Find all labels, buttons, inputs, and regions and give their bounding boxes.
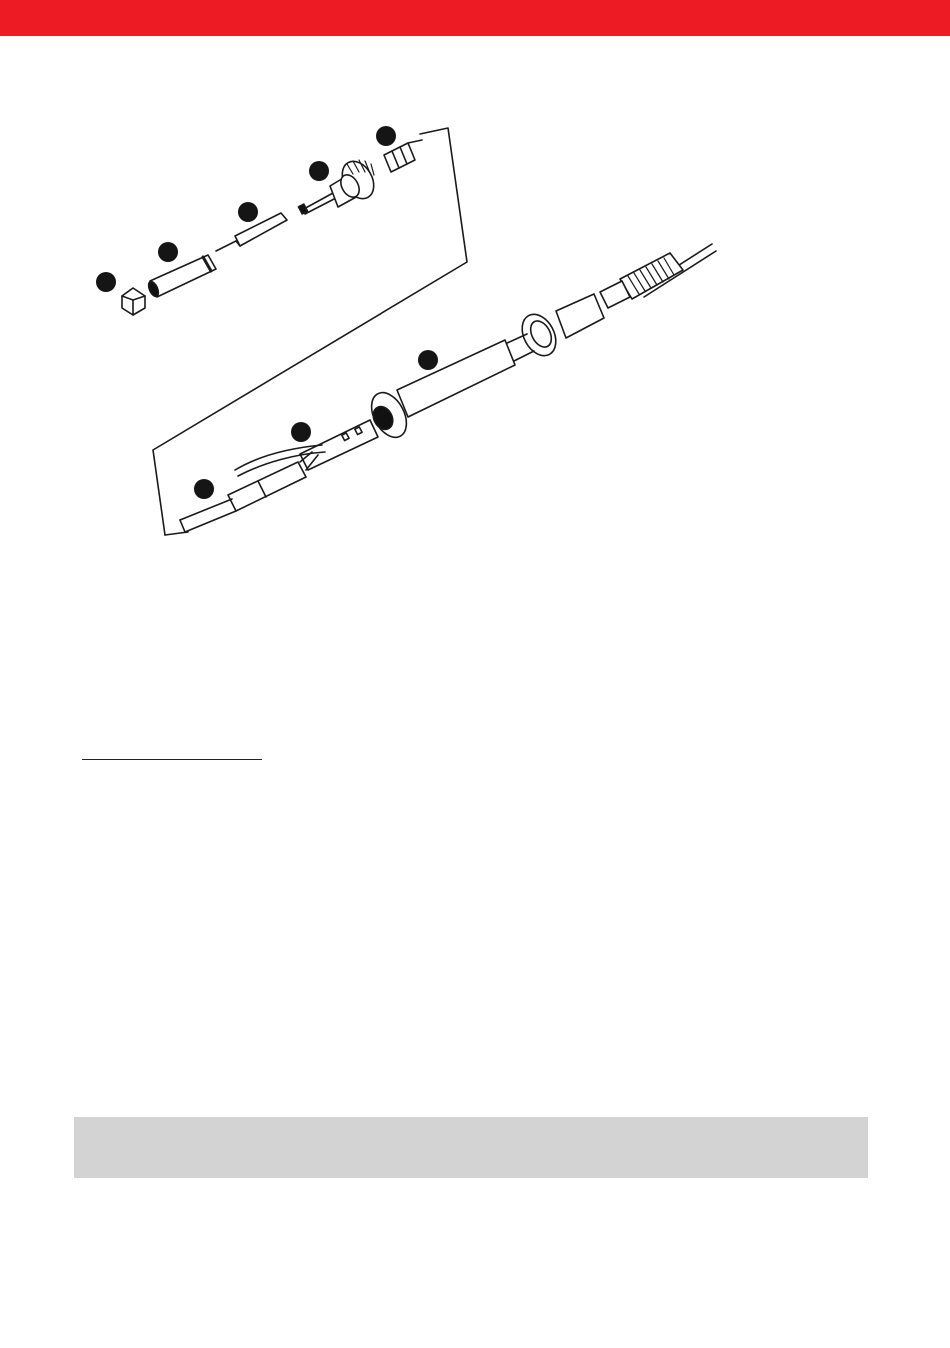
callout-marker [418, 350, 438, 370]
callout-marker [291, 422, 311, 442]
hex-nut-part [122, 288, 145, 315]
section-heading-underline [82, 759, 262, 760]
callout-marker [158, 242, 178, 262]
callout-marker [238, 202, 258, 222]
callout-marker [96, 272, 116, 292]
sleeve-tube-part [147, 255, 216, 298]
heater-element-part [298, 156, 380, 214]
handle-assembly [180, 244, 716, 532]
soldering-iron-exploded-diagram [0, 0, 950, 600]
panel-frame [153, 128, 467, 535]
callout-marker [194, 479, 214, 499]
callout-marker [376, 126, 396, 146]
callout-marker [309, 161, 329, 181]
note-box [74, 1117, 868, 1178]
